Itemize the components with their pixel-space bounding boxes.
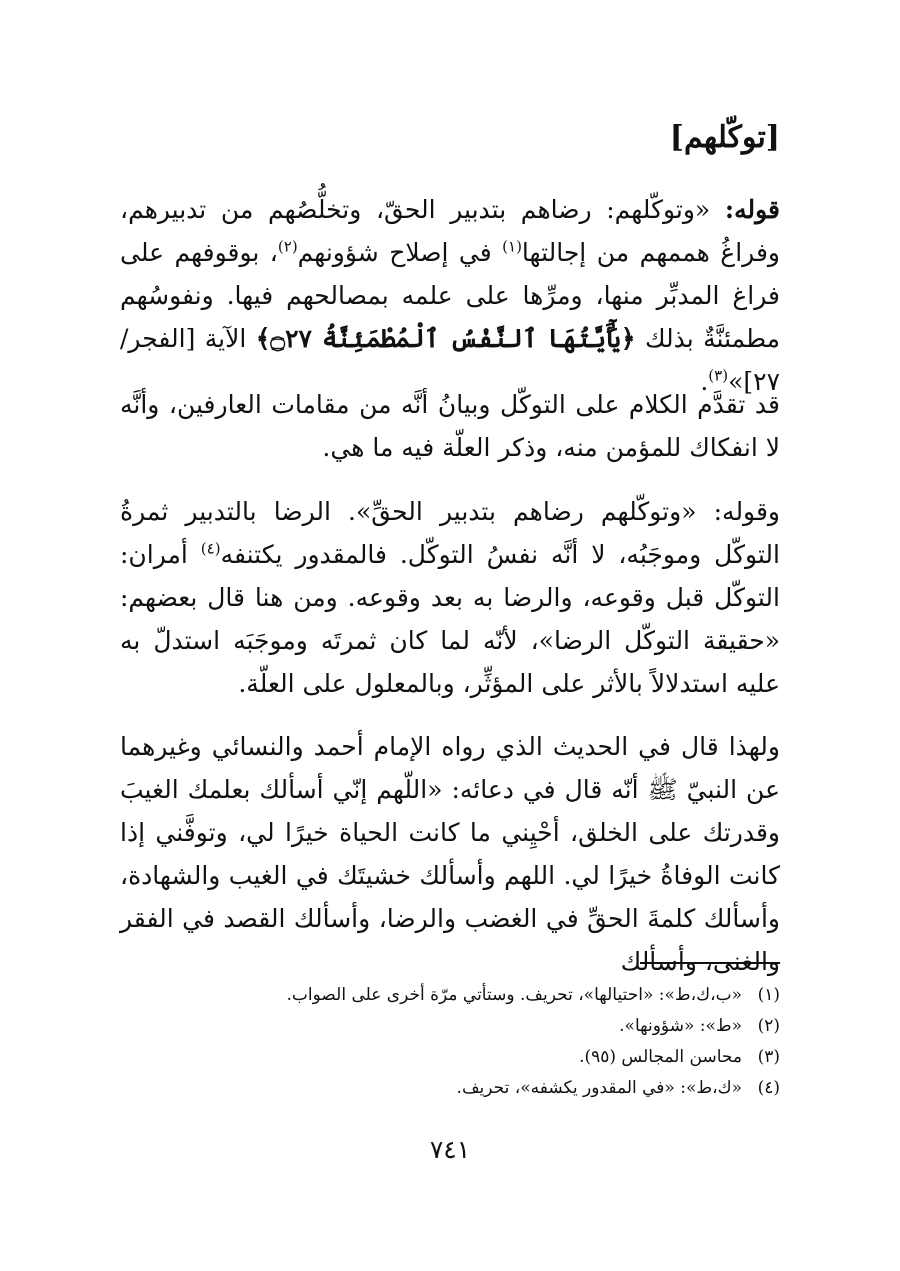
footnote-number: (٣) <box>757 1047 780 1067</box>
book-page <box>120 0 780 1271</box>
text-run: الآية [الفجر/ ٢٧]» <box>120 324 780 396</box>
footnote-ref-3[interactable]: (٣) <box>708 366 729 385</box>
text-run: أمران: التوكّل قبل وقوعه، والرضا به بعد وقوعه. ومن هنا قال بعضهم: «حقيقة التوكّل الرضا»، لأنّه لما كان ثمرتَه وموجَبَه استدلّ به عليه استدلالاً بالأثر على المؤثِّر، وبالمعلول على العلّة. <box>120 540 780 698</box>
footnote-ref-4[interactable]: (٤) <box>200 539 221 558</box>
footnote-number: (٤) <box>757 1078 780 1098</box>
quran-verse: ﴿يَٰٓأَيَّتُهَا ٱلنَّفْسُ ٱلْمُطْمَئِنَّةُ ۝٢٧﴾ <box>255 324 636 353</box>
footnote-ref-2[interactable]: (٢) <box>277 237 298 256</box>
footnotes-list <box>120 980 780 1104</box>
footnote-text: «ب،ك،ط»: «احتيالها»، تحريف. وستأتي مرّة أخرى على الصواب. <box>286 985 742 1005</box>
paragraph-hadith: ولهذا قال في الحديث الذي رواه الإمام أحمد والنسائي وغيرهما عن النبيّ ﷺ أنّه قال في دعائه: «اللّهم إنّي أسألك بعلمك الغيبَ وقدرتك على الخلق، أحْيِني ما كانت الحياة خيرًا لي، وتوفَّني إذا كانت الوفاةُ خيرًا لي. اللهم وأسألك خشيتَك في الغيب والشهادة، وأسألك كلمةَ الحقِّ في الغضب والرضا، وأسألك القصد في الفقر والغنى، وأسألك <box>120 732 780 976</box>
text-run: ، بوقوفهم على فراغ المدبِّر منها، ومرِّها على علمه بمصالحهم فيها. ونفوسُهم مطمئنَّةٌ بذلك <box>120 238 780 353</box>
footnote-text: «ك،ط»: «في المقدور يكشفه»، تحريف. <box>456 1078 742 1098</box>
paragraph-explanation <box>120 490 780 705</box>
footnote-item <box>120 1042 780 1073</box>
footnote-item <box>120 1073 780 1104</box>
footnote-text: «ط»: «شؤونها». <box>619 1016 742 1036</box>
footnote-item <box>120 980 780 1011</box>
quote-lead: قوله: <box>724 195 780 224</box>
footnote-ref-1[interactable]: (١) <box>502 237 522 256</box>
section-heading: [توكّلهم] <box>669 120 780 155</box>
paragraph-quote <box>120 188 780 403</box>
text-run: «وتوكّلهم: رضاهم بتدبير الحقّ، وتخلُّصُهم من تدبيرهم، وفراغُ هممهم من إجالتها <box>120 195 780 267</box>
footnote-number: (٢) <box>757 1016 780 1036</box>
text-run: . <box>700 367 709 396</box>
footnote-divider <box>640 962 780 964</box>
paragraph-commentary: قد تقدَّم الكلام على التوكّل وبيانُ أنَّه من مقامات العارفين، وأنَّه لا انفكاك للمؤمن منه، وذكر العلّة فيه ما هي. <box>120 390 780 462</box>
footnote-number: (١) <box>757 985 780 1005</box>
footnote-text: محاسن المجالس (٩٥). <box>579 1047 742 1067</box>
text-run: في إصلاح شؤونهم <box>297 238 503 267</box>
text-run: وقوله: «وتوكّلهم رضاهم بتدبير الحقِّ». الرضا بالتدبير ثمرةُ التوكّل وموجَبُه، لا أنَّه نفسُ التوكّل. فالمقدور يكتنفه <box>120 497 780 569</box>
footnote-item <box>120 1011 780 1042</box>
page-number: ٧٤١ <box>429 1135 471 1164</box>
